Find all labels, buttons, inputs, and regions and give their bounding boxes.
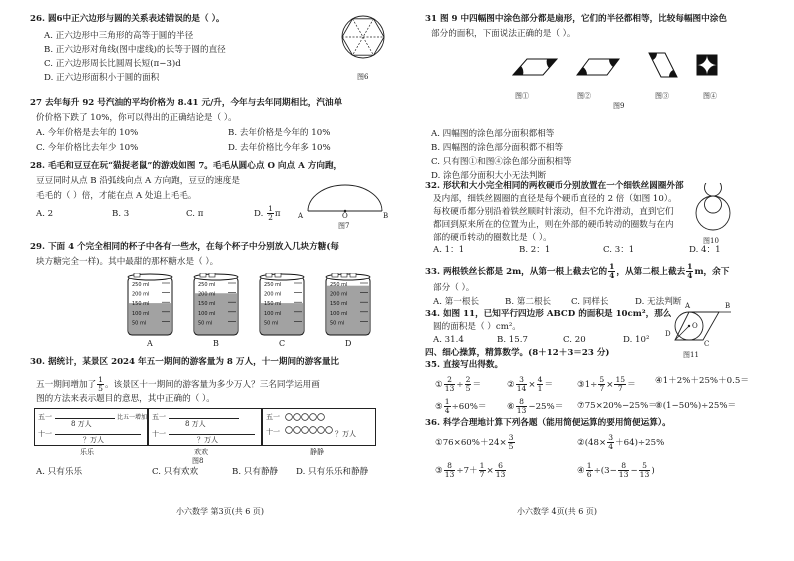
q31-option-b: B. 四幅图的涂色部分面积都不相等	[431, 143, 564, 153]
q32-line5: 部的硬币转动的圈数比是（ ）。	[433, 233, 552, 243]
q34-line2: 圆的面积是（ ）cm²。	[433, 322, 521, 332]
diagram-name-huanhuan: 欢欢	[194, 448, 208, 456]
figure-10-label: 图10	[703, 237, 719, 245]
q28-option-d-prefix: D.	[254, 209, 264, 219]
diagram-huanhuan	[148, 408, 262, 446]
q33-middle: ，从第二根上截去	[616, 267, 686, 277]
q35-item-7: ⑦75×20%−25%＝	[577, 401, 657, 411]
q30-line2-suffix: 。该景区十一期间的游客量为多少万人？三名同学运用画	[105, 380, 320, 390]
q35-item-1: ① $\frac{2}{13}$ ÷ $\frac{2}{5}$ ＝	[435, 375, 482, 393]
section-4-title: 四、细心操算，精算数学。(8＋12＋3＝23 分)	[425, 348, 610, 358]
figure-11-point-d: D	[665, 330, 671, 338]
q32-option-d: D. 4：1	[689, 245, 721, 255]
q36-stem: 36. 科学合理地计算下列各题（能用简便运算的要用简便运算）。	[425, 418, 671, 428]
q33-option-c: C. 同样长	[571, 297, 609, 307]
q33-fraction-1: $\frac{1}{4}$	[609, 262, 615, 280]
q27-option-d: D. 去年价格比今年多 10%	[228, 143, 331, 153]
figure-9-label-3: 图③	[655, 92, 669, 100]
q35-item-5: ⑤ $\frac{1}{4}$ ÷60%＝	[435, 397, 487, 415]
sugar-cube-D-2	[350, 273, 356, 277]
q32-option-a: A. 1：1	[433, 245, 465, 255]
right-footer: 小六数学 4页(共 6 页)	[517, 507, 598, 516]
q31-option-a: A. 四幅图的涂色部分面积都相等	[431, 129, 555, 139]
cup-mark-B-2: 150 ml	[198, 301, 216, 308]
q34-option-d: D. 10²	[623, 335, 650, 345]
left-footer: 小六数学 第3页(共 6 页)	[176, 507, 265, 516]
figure-11-point-c: C	[704, 340, 710, 348]
q28-line3: 毛毛的（ ）倍，才能在点 A 处追上毛毛。	[36, 191, 197, 201]
q30-line3: 图的方法来表示题目的意思，其中正确的（ ）。	[36, 394, 215, 404]
q28-option-d-pi: π	[274, 209, 281, 219]
q26-stem: 26. 圆6中正六边形与圆的关系表述错误的是（ ）。	[30, 14, 225, 24]
q31-option-c: C. 只有图①和图④涂色部分面积相等	[431, 157, 572, 167]
diagram-lele-more: 比五一增加	[117, 414, 148, 421]
sugar-cube-D-0	[332, 273, 338, 277]
q36-item-1: ①76×60%＋24× $\frac{3}{5}$	[435, 433, 514, 451]
figure-7-point-b: B	[383, 212, 389, 220]
q32-line2: 及内部，细铁丝圆圈的直径是每个硬币直径的 2 倍（如图 10）。	[433, 194, 677, 204]
cup-label-D: D	[345, 339, 352, 348]
q35-item-3: ③1÷ $\frac{5}{7}$ × $\frac{15}{7}$ ＝	[577, 375, 636, 393]
q33-option-d: D. 无法判断	[635, 297, 682, 307]
cup-mark-C-1: 200 ml	[264, 291, 282, 298]
q34-option-c: C. 20	[563, 335, 586, 345]
diagram-name-jingjing: 静静	[310, 448, 324, 456]
diagram-lele	[34, 408, 148, 446]
q30-line2	[36, 376, 320, 393]
figure-9-label-2: 图②	[577, 92, 591, 100]
q35-item-8: ⑧(1−50%)÷25%＝	[655, 401, 737, 411]
q27-line2: 价价格下跌了 10%，你可以得出的正确结论是（ ）。	[36, 113, 237, 123]
q31-option-d: D. 涂色部分面积大小无法判断	[431, 171, 547, 181]
cup-mark-B-3: 100 ml	[198, 310, 216, 317]
sugar-cube-B-1	[209, 273, 215, 277]
cup-mark-B-0: 250 ml	[198, 282, 216, 288]
cup-C	[260, 273, 304, 335]
cup-mark-D-3: 100 ml	[330, 310, 348, 317]
q31-line1: 31 图 9 中四幅图中涂色部分都是扇形，它们的半径都相等，比较每幅图中涂色	[425, 14, 727, 24]
figure-9-label-1: 图①	[515, 92, 529, 100]
q28-option-b: B. 3	[112, 209, 130, 219]
cup-mark-A-1: 200 ml	[132, 291, 150, 298]
right-page	[397, 0, 794, 561]
cup-mark-A-0: 250 ml	[132, 282, 150, 288]
q27-option-c: C. 今年价格比去年少 10%	[36, 143, 139, 153]
figure-8-label: 图8	[192, 457, 204, 465]
q30-option-c: C. 只有欢欢	[152, 467, 199, 477]
cup-mark-C-4: 50 ml	[264, 320, 279, 327]
q28-option-d	[254, 205, 281, 222]
q32-line3: 每枚硬币都分别沿着铁丝顺时针滚动，但不允许滑动，直到它们	[433, 207, 674, 217]
cup-water-C	[261, 303, 303, 335]
figure-6-hexagon	[340, 12, 386, 74]
diagram-jingjing-circles	[283, 412, 371, 440]
cup-mark-D-0: 250 ml	[330, 282, 348, 288]
q32-line1: 32. 形状和大小完全相同的两枚硬币分别放置在一个细铁丝圆圈外部	[425, 181, 684, 191]
cup-mark-A-4: 50 ml	[132, 320, 147, 327]
sugar-cube-C-1	[275, 273, 281, 277]
q33-fraction-2: $\frac{1}{4}$	[687, 262, 693, 280]
q33-suffix: m，余下	[694, 267, 730, 277]
q30-line1: 30. 据统计，某景区 2024 年五一期间的游客量为 8 万人，十一期间的游客量比	[30, 357, 340, 367]
cup-mark-A-3: 100 ml	[132, 310, 150, 317]
q28-option-d-fraction: $\frac{1}{2}$	[268, 204, 273, 222]
q30-option-d: D. 只有乐乐和静静	[296, 467, 369, 477]
figure-11-point-a: A	[685, 302, 691, 310]
q36-item-2: ②(48× $\frac{3}{4}$ ＋64)÷25%	[577, 433, 665, 451]
cup-B	[194, 273, 238, 335]
sugar-cube-B-0	[200, 273, 206, 277]
cup-mark-A-2: 150 ml	[132, 301, 150, 308]
q29-line1: 29. 下面 4 个完全相同的杯子中各有一些水，在每个杯子中分别放入几块方糖(每	[30, 242, 339, 252]
cup-D	[326, 273, 370, 335]
cup-mark-C-2: 150 ml	[264, 301, 282, 308]
cup-mark-C-0: 250 ml	[264, 282, 282, 288]
figure-cups	[120, 273, 388, 345]
cup-mark-D-1: 200 ml	[330, 291, 348, 298]
q35-item-4: ④1＋2%＋25%＋0.5＝	[655, 376, 749, 386]
figure-10-coins	[693, 183, 733, 239]
figure-9-label-4: 图④	[703, 92, 717, 100]
q26-option-b: B. 正六边形对角线(图中虚线)的长等于圆的直径	[44, 45, 226, 55]
q36-item-4: ④ $\frac{1}{6}$ ÷(3− $\frac{8}{13}$ − $\frac{5}{13}$ )	[577, 461, 655, 479]
q34-option-b: B. 15.7	[497, 335, 528, 345]
figure-9-label: 图9	[613, 102, 625, 110]
q34-option-a: A. 31.4	[433, 335, 464, 345]
figure-7-point-a: A	[298, 212, 304, 220]
q36-item-3: ③ $\frac{8}{13}$ ÷7＋ $\frac{1}{7}$ × $\frac{6}{13}$	[435, 461, 506, 479]
q31-line2: 部分的面积，下面说法正确的是（ ）。	[431, 29, 576, 39]
q30-option-a: A. 只有乐乐	[36, 467, 83, 477]
diagram-jingjing-shiyi: 十一	[266, 428, 280, 436]
q28-line1: 28. 毛毛和豆豆在玩“猫捉老鼠”的游戏如图 7。毛毛从圆心点 O 向点 A 方向跑，	[30, 161, 343, 171]
q33-option-b: B. 第二根长	[505, 297, 552, 307]
cup-water-A	[129, 303, 171, 335]
diagram-jingjing-wuyi: 五一	[266, 413, 280, 421]
sugar-cube-A-0	[134, 273, 140, 277]
q33-option-a: A. 第一根长	[433, 297, 480, 307]
q27-line1: 27 去年每升 92 号汽油的平均价格为 8.41 元/升，今年与去年同期相比，汽油单	[30, 98, 343, 108]
q35-item-6: ⑥ $\frac{8}{13}$ −25%＝	[507, 397, 564, 415]
q30-line2-prefix: 五一期间增加了	[36, 380, 97, 390]
diagram-huanhuan-8: 8 万人	[185, 420, 206, 428]
cup-mark-D-2: 150 ml	[330, 301, 348, 308]
q35-item-2: ② $\frac{3}{14}$ × $\frac{4}{1}$ ＝	[507, 375, 554, 393]
q30-fraction: $\frac{1}{5}$	[98, 375, 104, 393]
sugar-cube-D-1	[341, 273, 347, 277]
q28-line2: 豆豆同时从点 B 沿弧线向点 A 方向跑，豆豆的速度是	[36, 176, 240, 186]
diagram-lele-shiyi: 十一	[38, 430, 52, 438]
diagram-huanhuan-wuyi: 五一	[152, 413, 166, 421]
diagram-huanhuan-shiyi: 十一	[152, 430, 166, 438]
q30-option-b: B. 只有静静	[232, 467, 279, 477]
cup-A	[128, 273, 172, 335]
cup-mark-B-4: 50 ml	[198, 320, 213, 327]
cup-label-A: A	[147, 339, 153, 348]
figure-11-point-o: O	[692, 322, 698, 330]
figure-6-label: 图6	[357, 73, 369, 81]
q33-prefix: 33. 两根铁丝长都是 2m，从第一根上截去它的	[425, 267, 608, 277]
cup-mark-D-4: 50 ml	[330, 320, 345, 327]
diagram-huanhuan-q: ？万人	[197, 436, 218, 444]
figure-11-point-b: B	[725, 302, 731, 310]
cup-label-B: B	[213, 339, 219, 348]
q27-option-a: A. 今年价格是去年的 10%	[36, 128, 139, 138]
q26-option-d: D. 正六边形面积小于圆的面积	[44, 73, 160, 83]
q32-line4: 都回到原来所在的位置为止，则在外部的硬币转动的圈数与在内	[433, 220, 674, 230]
diagram-jingjing	[262, 408, 376, 446]
diagram-lele-wuyi: 五一	[38, 413, 52, 421]
q32-option-b: B. 2：1	[519, 245, 551, 255]
diagram-jingjing-q: ？万人	[335, 430, 356, 438]
diagram-lele-q: ？万人	[83, 436, 104, 444]
q27-option-b: B. 去年价格是今年的 10%	[228, 128, 331, 138]
q26-option-c: C. 正六边形周长比圆周长短(π−3)d	[44, 59, 181, 69]
figure-7-point-o: O	[342, 212, 348, 220]
q28-option-a: A. 2	[36, 209, 54, 219]
q33-line1	[425, 263, 729, 280]
q26-option-a: A. 正六边形中三角形的高等于圆的半径	[44, 31, 194, 41]
q33-line2: 部分（ ）。	[433, 283, 475, 293]
cup-label-C: C	[279, 339, 286, 348]
diagram-lele-8: 8 万人	[71, 420, 92, 428]
cup-mark-B-1: 200 ml	[198, 291, 216, 298]
figure-9-sectors	[507, 45, 747, 97]
figure-7-label: 图7	[338, 222, 350, 230]
q35-stem: 35. 直接写出得数。	[425, 360, 504, 370]
q34-line1: 34. 如图 11，已知平行四边形 ABCD 的面积是 10cm²，那么	[425, 309, 672, 319]
diagram-name-lele: 乐乐	[80, 448, 94, 456]
cup-mark-C-3: 100 ml	[264, 310, 282, 317]
q28-option-c: C. π	[186, 209, 204, 219]
q29-line2: 块方糖完全一样)。其中最甜的那杯糖水是（ ）。	[36, 257, 219, 267]
q32-option-c: C. 3：1	[603, 245, 635, 255]
figure-11-label: 图11	[683, 351, 699, 359]
sugar-cube-C-0	[266, 273, 272, 277]
